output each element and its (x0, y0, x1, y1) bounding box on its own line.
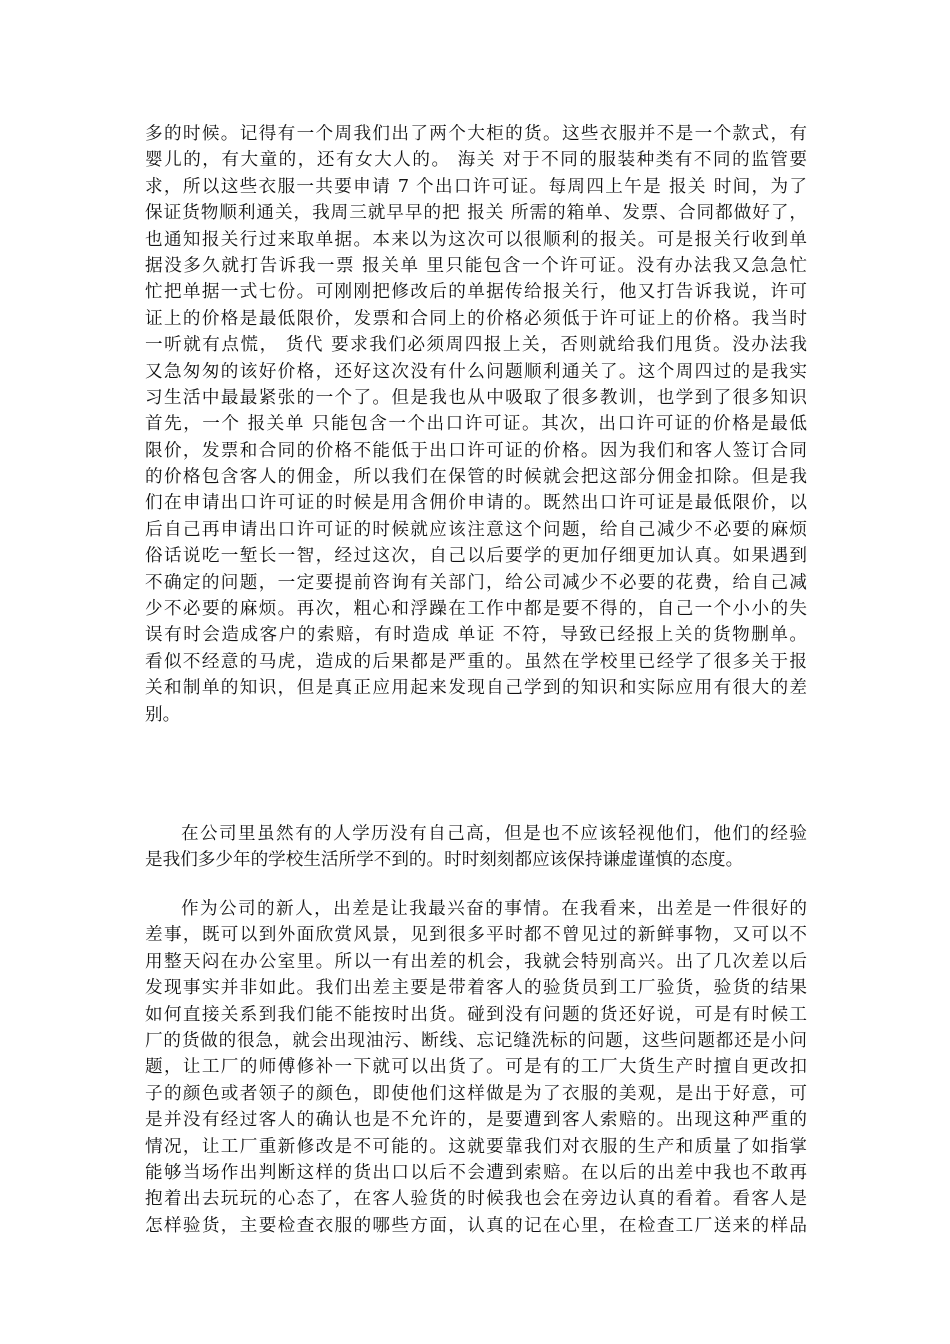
text-line: 是并没有经过客人的确认也是不允许的，是要遭到客人索赔的。出现这种严重的 (145, 1110, 807, 1131)
text-line: 忙把单据一式七份。可刚刚把修改后的单据传给报关行，他又打告诉我说，许可 (145, 282, 807, 303)
text-line: 如何直接关系到我们能不能按时出货。碰到没有问题的货还好说，可是有时候工 (145, 1004, 807, 1025)
text-line: 证上的价格是最低限价，发票和合同上的价格必须低于许可证上的价格。我当时 (145, 308, 807, 329)
paragraph-humility (145, 821, 807, 874)
text-line: 少不必要的麻烦。再次，粗心和浮躁在工作中都是要不得的，自己一个小小的失 (145, 599, 807, 620)
text-line: 求，所以这些衣服一共要申请 7 个出口许可证。每周四上午是 报关 时间，为了 (145, 176, 807, 197)
text-line: 用整天闷在办公室里。所以一有出差的机会，我就会特别高兴。出了几次差以后 (145, 951, 807, 972)
text-line: 保证货物顺利通关，我周三就早早的把 报关 所需的箱单、发票、合同都做好了， (145, 203, 807, 224)
text-line: 发现事实并非如此。我们出差主要是带着客人的验货员到工厂验货，验货的结果 (145, 978, 807, 999)
text-line: 是我们多少年的学校生活所学不到的。时时刻刻都应该保持谦虚谨慎的态度。 (145, 850, 744, 871)
text-line: 据没多久就打告诉我一票 报关单 里只能包含一个许可证。没有办法我又急急忙 (145, 255, 807, 276)
text-line: 限价，发票和合同的价格不能低于出口许可证的价格。因为我们和客人签订合同 (145, 440, 807, 461)
text-line: 们在申请出口许可证的时候是用含佣价申请的。既然出口许可证是最低限价，以 (145, 493, 807, 514)
text-line: 习生活中最最紧张的一个了。但是我也从中吸取了很多教训，也学到了很多知识 (145, 387, 807, 408)
text-line: 在公司里虽然有的人学历没有自己高，但是也不应该轻视他们，他们的经验 (181, 824, 807, 844)
text-line: 后自己再申请出口许可证的时候就应该注意这个问题，给自己减少不必要的麻烦 (145, 519, 807, 540)
text-line: 多的时候。记得有一个周我们出了两个大柜的货。这些衣服并不是一个款式，有 (145, 124, 807, 144)
text-line: 子的颜色或者领子的颜色，即使他们这样做是为了衣服的美观，是出于好意，可 (145, 1083, 807, 1104)
paragraph-business-trip (145, 896, 807, 1239)
text-line: 俗话说吃一堑长一智，经过这次，自己以后要学的更加仔细更加认真。如果遇到 (145, 546, 807, 567)
text-line: 抱着出去玩玩的心态了，在客人验货的时候我也会在旁边认真的看着。看客人是 (145, 1189, 807, 1210)
text-line: 的价格包含客人的佣金，所以我们在保管的时候就会把这部分佣金扣除。但是我 (145, 467, 807, 488)
text-line: 能够当场作出判断这样的货出口以后不会遭到索赔。在以后的出差中我也不敢再 (145, 1162, 807, 1183)
text-line: 一听就有点慌， 货代 要求我们必须周四报上关，否则就给我们甩货。没办法我 (145, 335, 807, 356)
text-line: 不确定的问题，一定要提前咨询有关部门，给公司减少不必要的花费，给自己减 (145, 572, 807, 593)
text-line: 作为公司的新人，出差是让我最兴奋的事情。在我看来，出差是一件很好的 (181, 899, 807, 919)
paragraph-customs-experience (145, 121, 807, 728)
text-line: 也通知报关行过来取单据。本来以为这次可以很顺利的报关。可是报关行收到单 (145, 229, 807, 250)
text-line: 看似不经意的马虎，造成的后果都是严重的。虽然在学校里已经学了很多关于报 (145, 651, 807, 672)
text-line: 婴儿的，有大童的，还有女大人的。 海关 对于不同的服装种类有不同的监管要 (145, 150, 807, 171)
document-page (145, 0, 807, 1344)
text-line: 误有时会造成客户的索赔，有时造成 单证 不符，导致已经报上关的货物删单。 (145, 625, 807, 646)
text-line: 情况，让工厂重新修改是不可能的。这就要靠我们对衣服的生产和质量了如指掌 (145, 1136, 807, 1157)
text-line: 别。 (145, 704, 181, 725)
text-line: 首先，一个 报关单 只能包含一个出口许可证。其次，出口许可证的价格是最低 (145, 414, 807, 435)
text-line: 关和制单的知识，但是真正应用起来发现自己学到的知识和实际应用有很大的差 (145, 678, 807, 699)
text-line: 又急匆匆的该好价格，还好这次没有什么问题顺利通关了。这个周四过的是我实 (145, 361, 807, 382)
text-line: 怎样验货，主要检查衣服的哪些方面，认真的记在心里，在检查工厂送来的样品 (145, 1215, 807, 1236)
text-line: 厂的货做的很急，就会出现油污、断线、忘记缝洗标的问题，这些问题都还是小问 (145, 1030, 807, 1051)
text-line: 题，让工厂的师傅修补一下就可以出货了。可是有的工厂大货生产时擅自更改扣 (145, 1057, 807, 1078)
text-line: 差事，既可以到外面欣赏风景，见到很多平时都不曾见过的新鲜事物，又可以不 (145, 925, 807, 946)
